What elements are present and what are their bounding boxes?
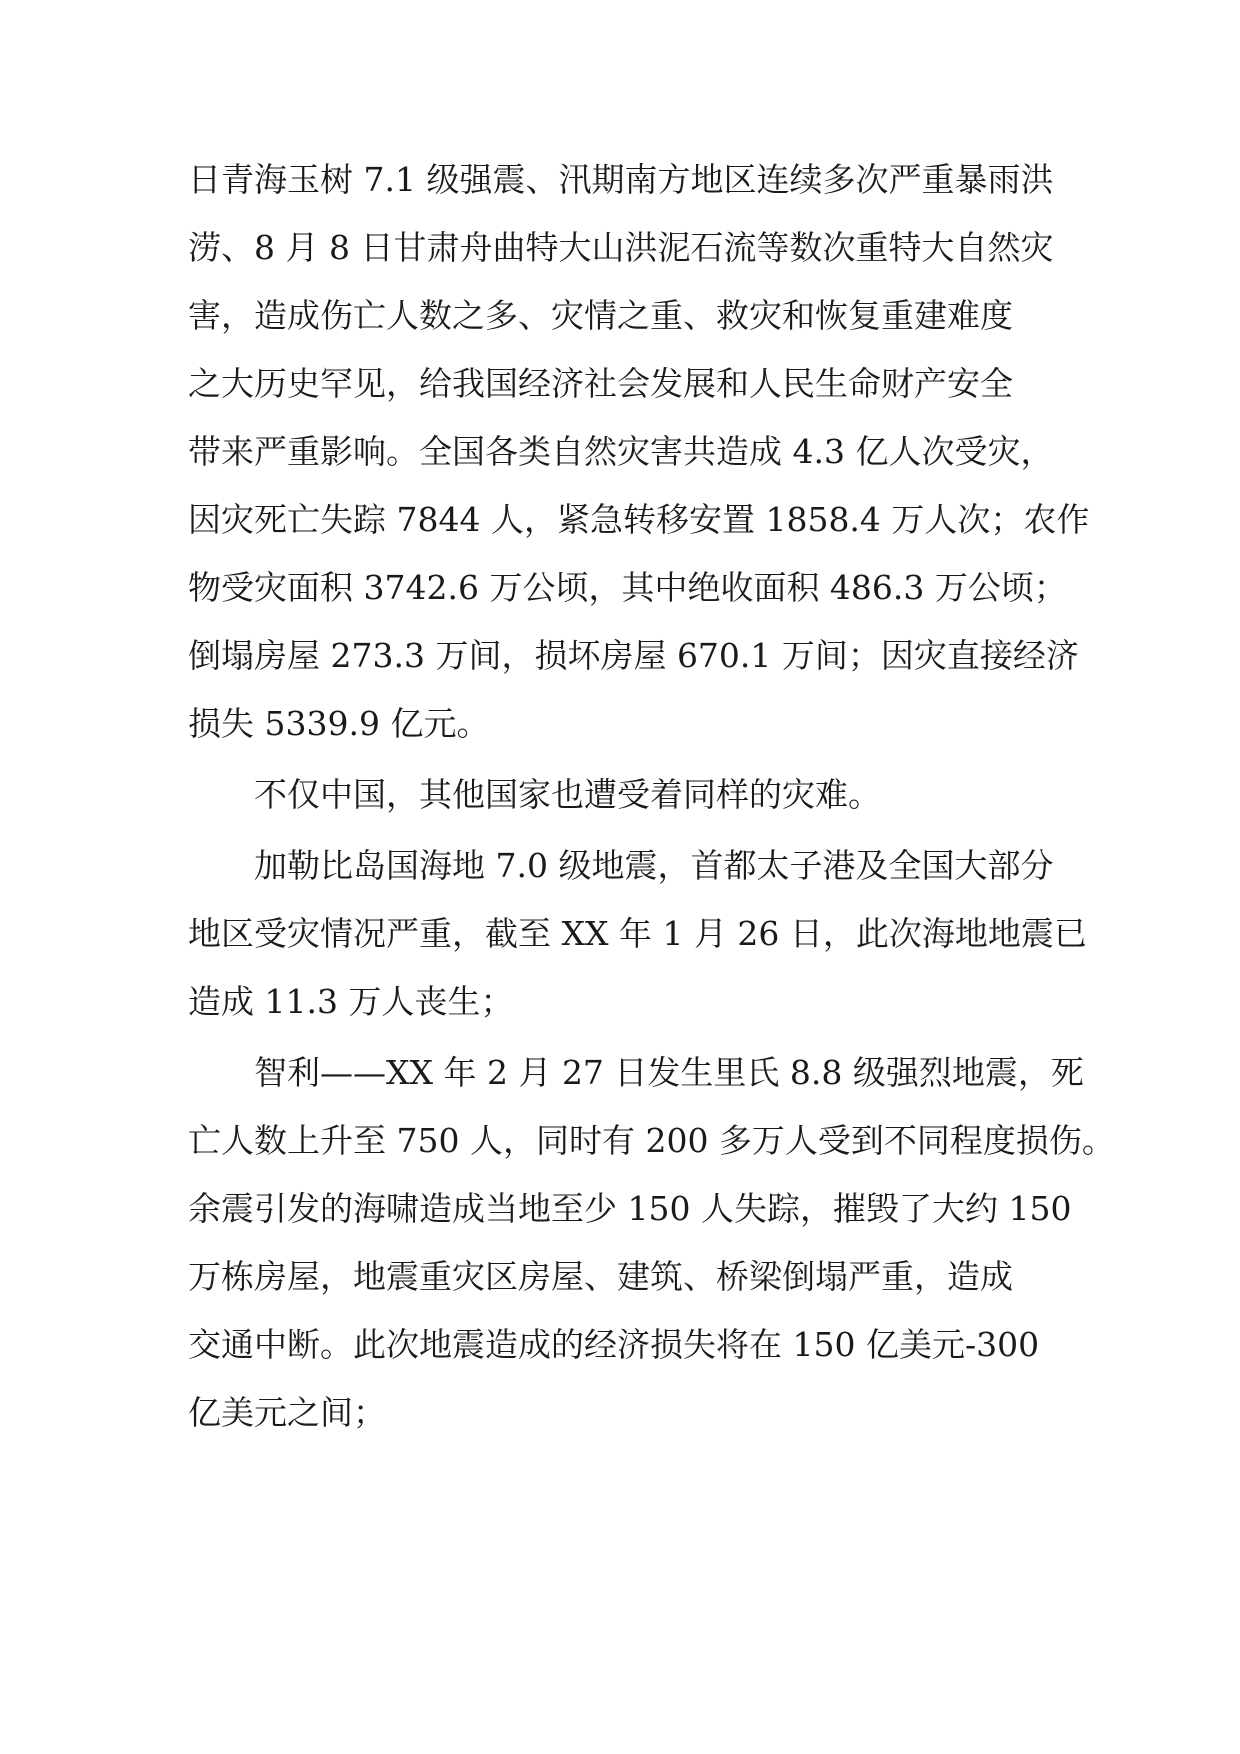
paragraph-start-line: 不仅中国，其他国家也遭受着同样的灾难。 bbox=[254, 775, 881, 814]
paragraph-start-line: 智利——XX 年 2 月 27 日发生里氏 8.8 级强烈地震，死 bbox=[254, 1053, 1084, 1092]
text-line: 亡人数上升至 750 人，同时有 200 多万人受到不同程度损伤。 bbox=[188, 1121, 1115, 1160]
text-line: 余震引发的海啸造成当地至少 150 人失踪，摧毁了大约 150 bbox=[188, 1189, 1072, 1228]
text-line: 带来严重影响。全国各类自然灾害共造成 4.3 亿人次受灾， bbox=[188, 432, 1054, 471]
text-line: 倒塌房屋 273.3 万间，损坏房屋 670.1 万间；因灾直接经济 bbox=[188, 636, 1079, 675]
text-line: 因灾死亡失踪 7844 人，紧急转移安置 1858.4 万人次；农作 bbox=[188, 500, 1090, 539]
text-line: 万栋房屋，地震重灾区房屋、建筑、桥梁倒塌严重，造成 bbox=[188, 1257, 1013, 1296]
text-line: 害，造成伤亡人数之多、灾情之重、救灾和恢复重建难度 bbox=[188, 296, 1013, 335]
text-line: 涝、8 月 8 日甘肃舟曲特大山洪泥石流等数次重特大自然灾 bbox=[188, 228, 1054, 267]
text-line: 交通中断。此次地震造成的经济损失将在 150 亿美元-300 bbox=[188, 1325, 1040, 1364]
text-line: 地区受灾情况严重，截至 XX 年 1 月 26 日，此次海地地震已 bbox=[188, 914, 1087, 953]
text-line: 损失 5339.9 亿元。 bbox=[188, 704, 490, 743]
text-line: 造成 11.3 万人丧生； bbox=[188, 982, 514, 1021]
text-line: 日青海玉树 7.1 级强震、汛期南方地区连续多次严重暴雨洪 bbox=[188, 160, 1054, 199]
text-line: 亿美元之间； bbox=[188, 1393, 386, 1432]
paragraph-start-line: 加勒比岛国海地 7.0 级地震，首都太子港及全国大部分 bbox=[254, 846, 1054, 885]
text-line: 物受灾面积 3742.6 万公顷，其中绝收面积 486.3 万公顷； bbox=[188, 568, 1067, 607]
text-line: 之大历史罕见，给我国经济社会发展和人民生命财产安全 bbox=[188, 364, 1013, 403]
